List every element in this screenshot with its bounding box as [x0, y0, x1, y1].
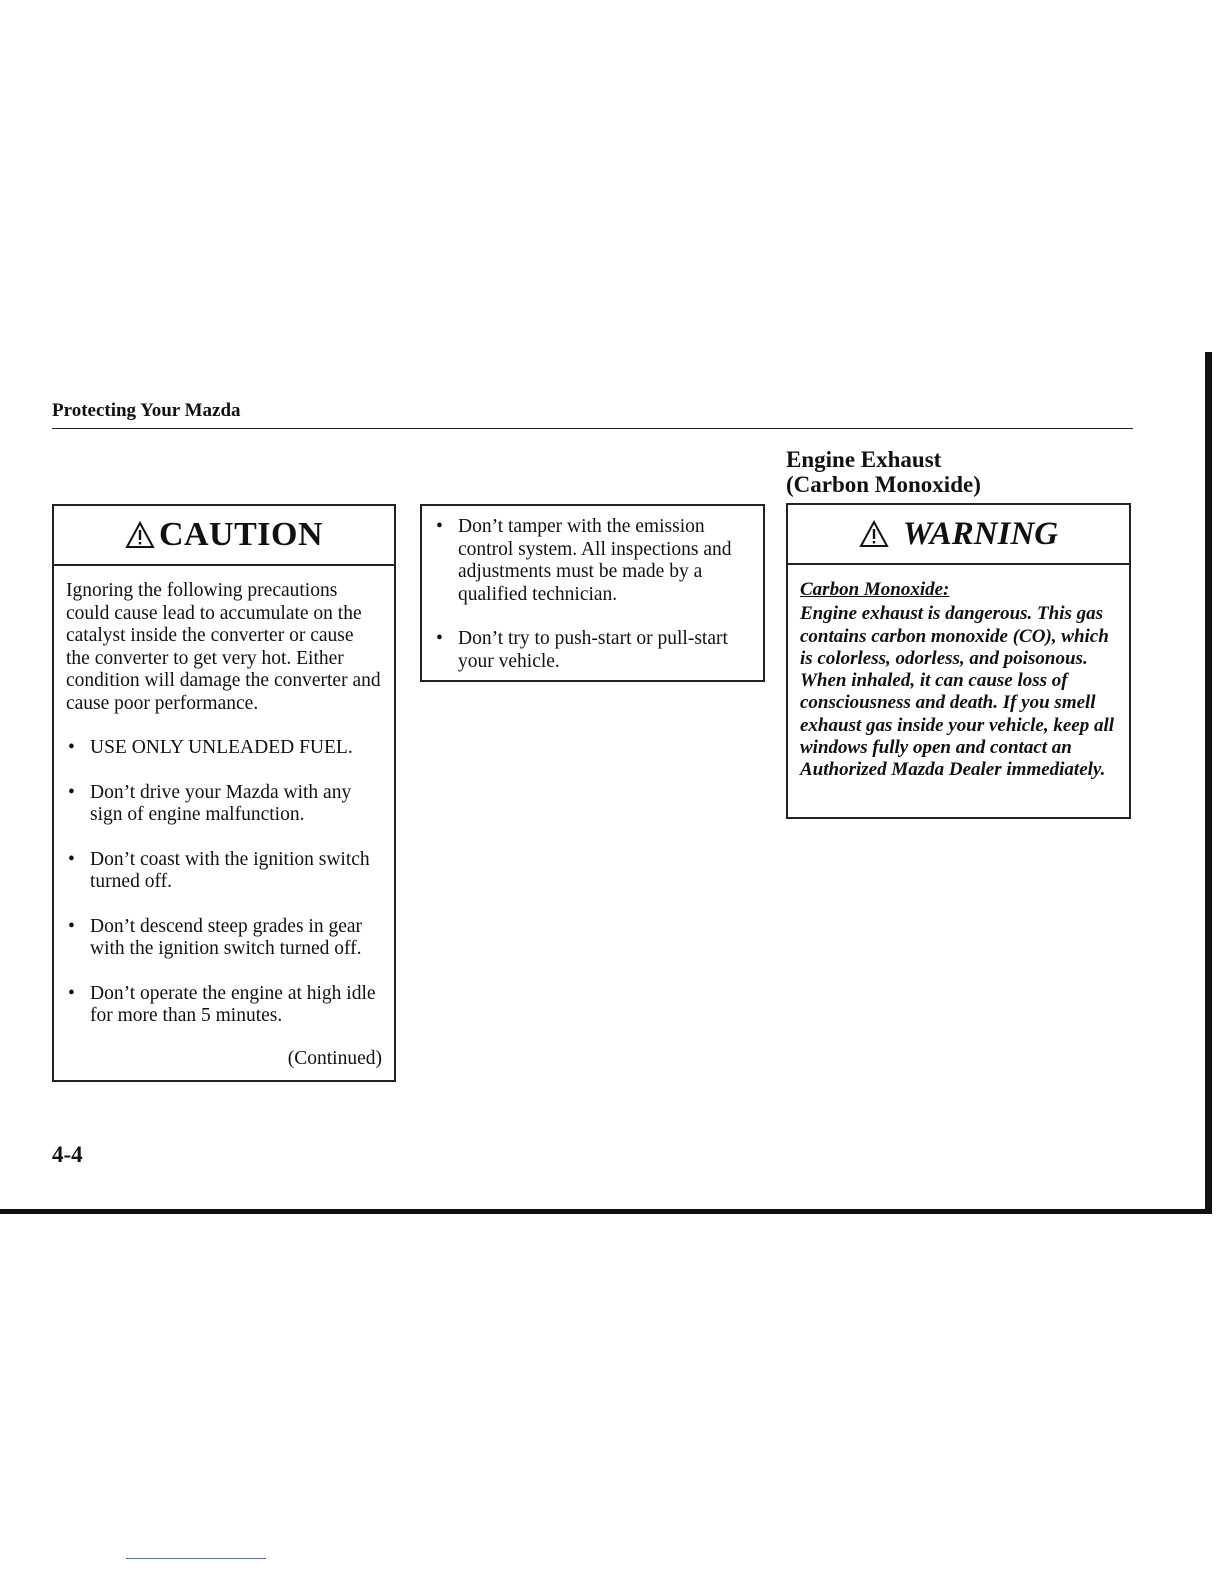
list-item: • Don’t tamper with the emission control system. All inspections and adjustments must be made by a qualified technician.: [436, 516, 732, 605]
continuation-list: [434, 516, 751, 673]
list-item: • Don’t descend steep grades in gear with the ignition switch turned off.: [68, 915, 363, 959]
list-item: • Don’t operate the engine at high idle for more than 5 minutes.: [68, 982, 376, 1026]
section-header: Protecting Your Mazda: [52, 400, 241, 421]
caution-body: [54, 566, 394, 1028]
list-item: • Don’t drive your Mazda with any sign of engine malfunction.: [68, 781, 352, 825]
bullet-icon: •: [68, 915, 75, 937]
bullet-icon: •: [436, 628, 443, 649]
warning-triangle-icon: [859, 520, 889, 548]
link-underline: [126, 1558, 266, 1559]
caution-intro: Ignoring the following precautions could cause lead to accumulate on the catalyst inside the converter or cause the converter to get very hot. Either condition will damage the converter and cause poor performance.: [66, 580, 381, 714]
warning-body: [788, 565, 1129, 782]
warning-triangle-icon: [125, 521, 155, 549]
bullet-icon: •: [68, 848, 75, 870]
warning-text: Engine exhaust is dangerous. This gas contains carbon monoxide (CO), which is colorless, odorless, and poisonous. When inhaled, it can cause loss of consciousness and death. If you smell exhaust gas inside your vehicle, keep all windows fully open and contact an Authorized Mazda Dealer immediately.: [800, 603, 1115, 781]
warning-title: WARNING: [902, 515, 1059, 552]
list-item: • USE ONLY UNLEADED FUEL.: [68, 737, 353, 758]
warning-box: [786, 503, 1131, 819]
list-item: • Don’t try to push-start or pull-start your vehicle.: [436, 628, 728, 672]
list-item: • Don’t coast with the ignition switch turned off.: [68, 848, 370, 892]
heading-line-1: Engine Exhaust: [786, 447, 942, 472]
bullet-icon: •: [68, 737, 75, 758]
page-number: 4-4: [52, 1142, 83, 1167]
continued-label: (Continued): [287, 1048, 382, 1069]
caution-header: [54, 506, 394, 566]
caution-continuation-box: [420, 504, 765, 682]
caution-title: CAUTION: [158, 516, 324, 553]
caution-box: [52, 504, 396, 1082]
heading-line-2: (Carbon Monoxide): [786, 472, 981, 497]
caution-list: [66, 737, 382, 1028]
bullet-icon: •: [68, 781, 75, 803]
footer-rule: [0, 1209, 1212, 1214]
bullet-icon: •: [436, 516, 443, 537]
warning-header: [788, 505, 1129, 565]
engine-exhaust-heading: [786, 447, 981, 497]
header-rule: [52, 428, 1133, 429]
warning-subhead: Carbon Monoxide:: [800, 579, 950, 600]
bullet-icon: •: [68, 982, 75, 1004]
page-edge-bar: [1205, 352, 1212, 1214]
continuation-body: [422, 506, 763, 673]
